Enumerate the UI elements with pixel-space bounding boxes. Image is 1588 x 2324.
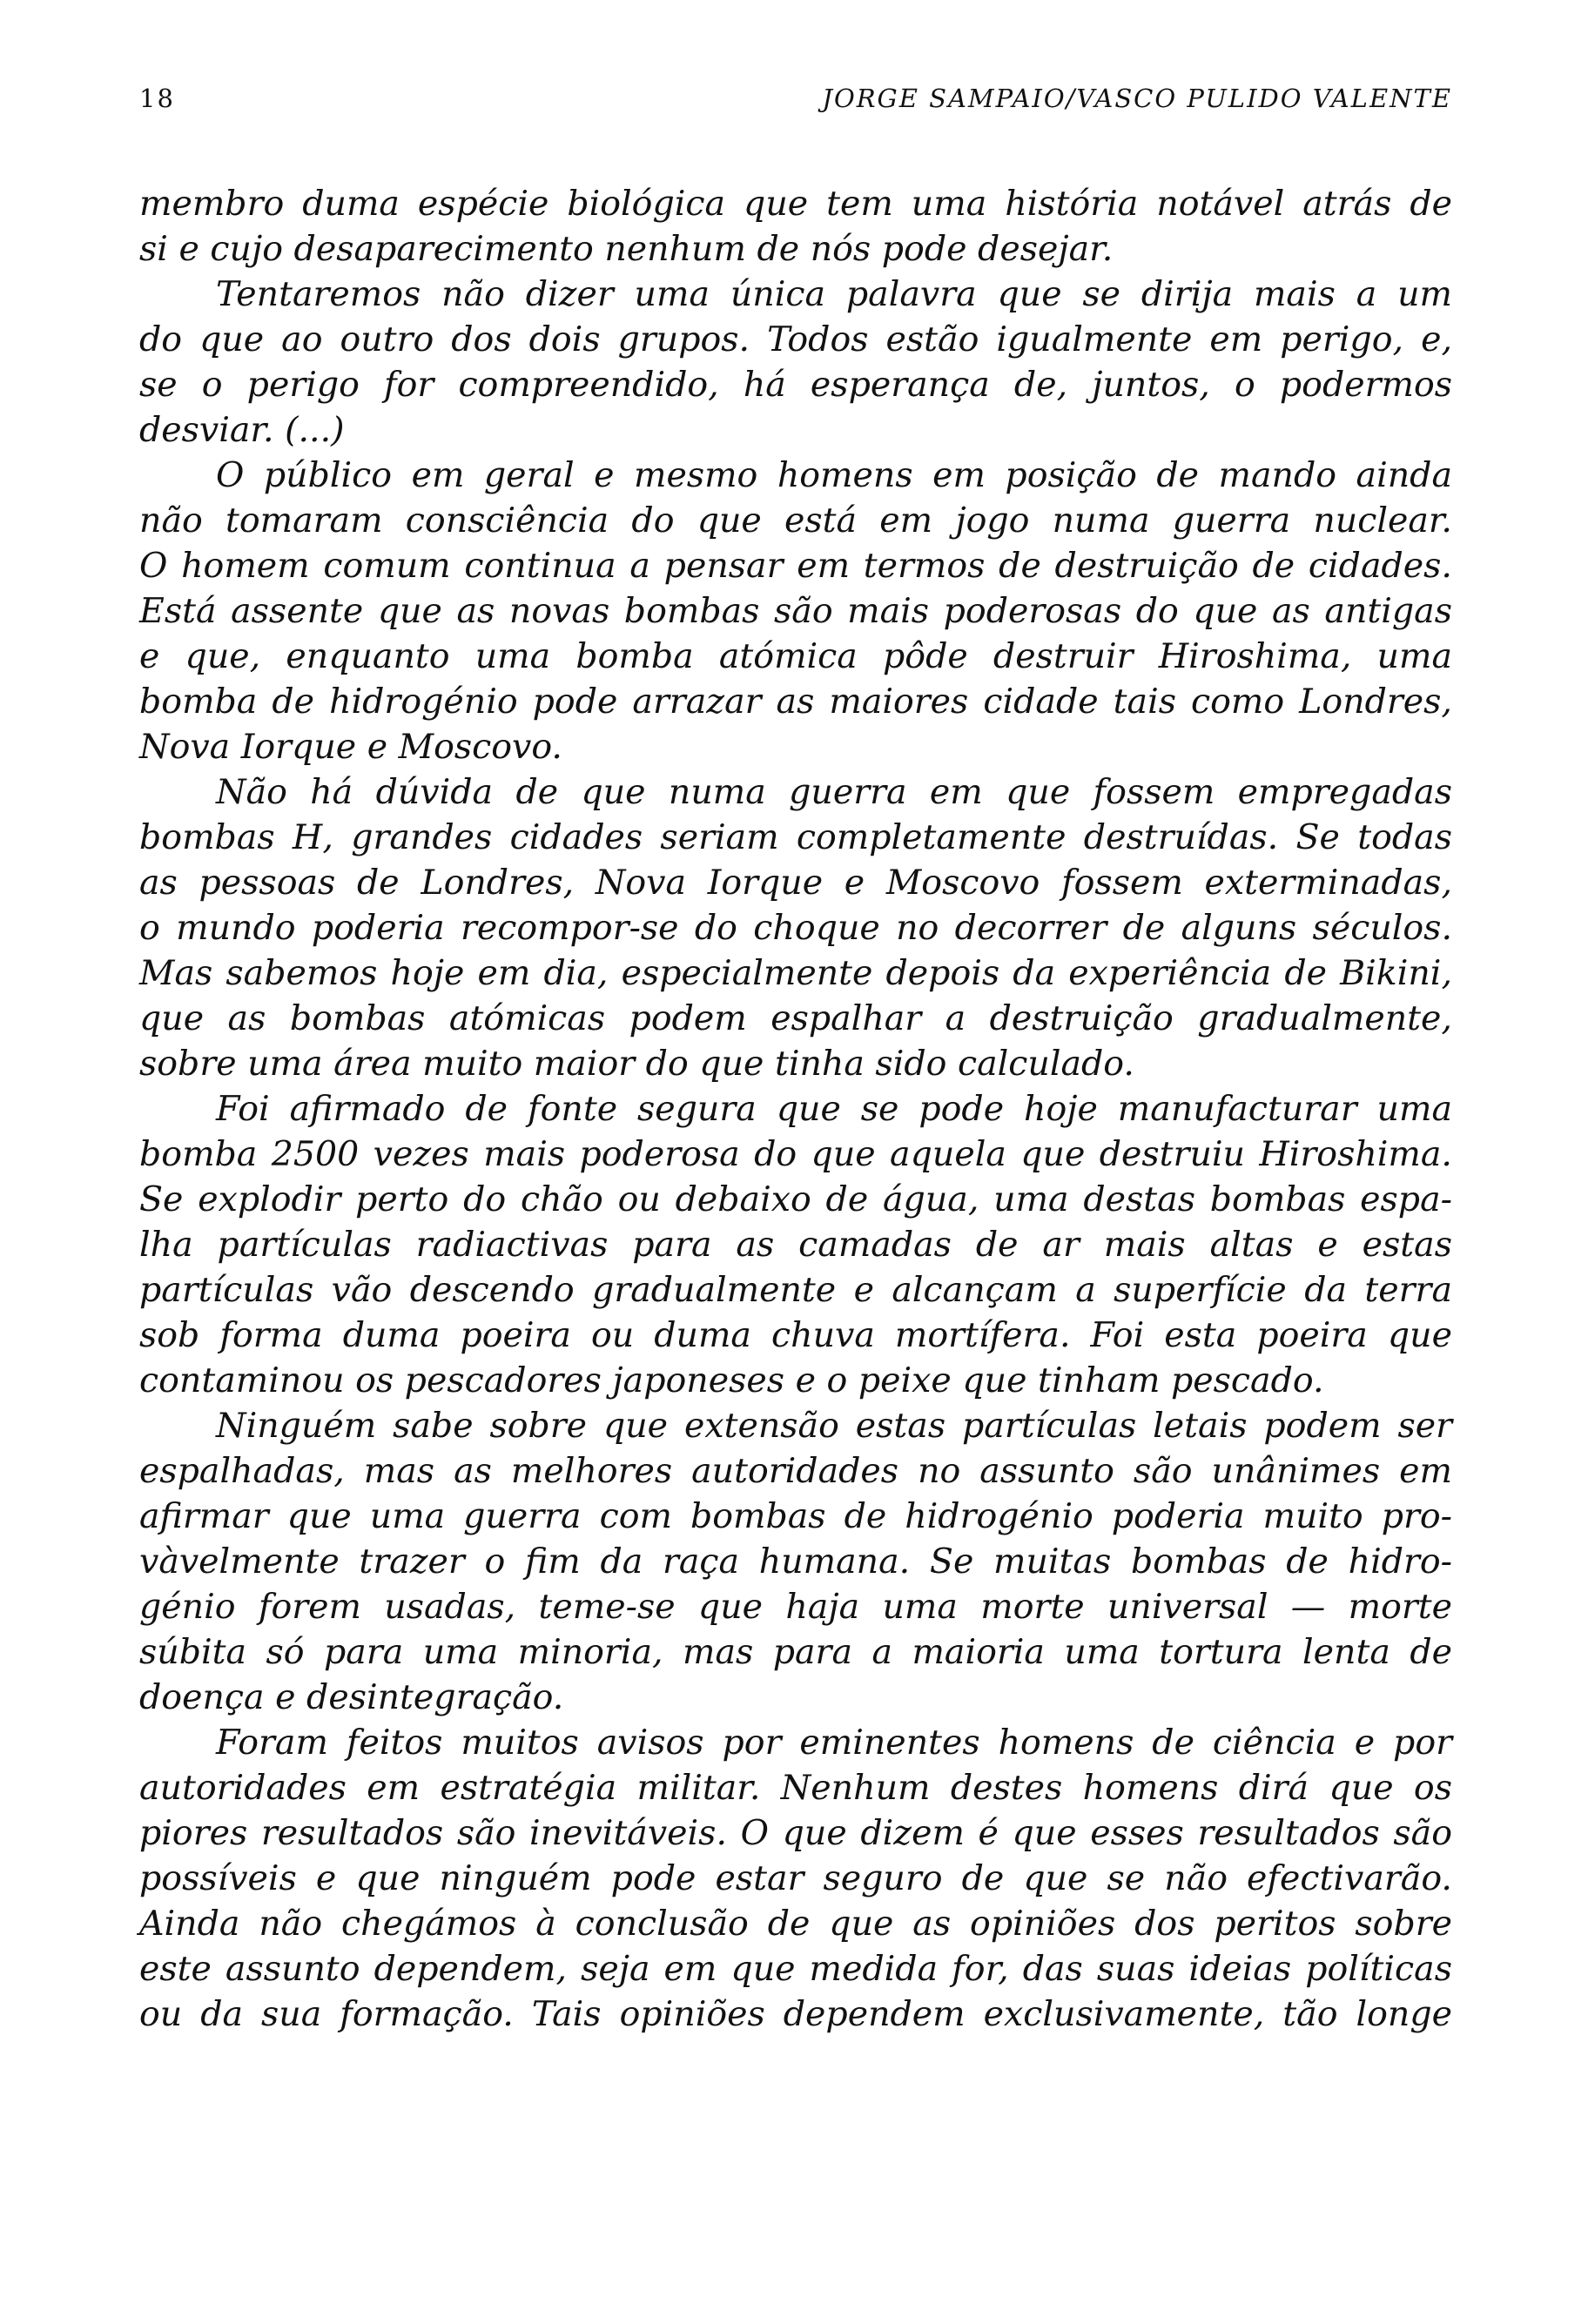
text-line: súbita só para uma minoria, mas para a maioria uma tortura lenta de <box>139 1632 1452 1672</box>
text-line: se o perigo for compreendido, há esperança de, juntos, o podermos <box>139 365 1452 405</box>
text-line: as pessoas de Londres, Nova Iorque e Moscovo fossem exterminadas, <box>139 863 1452 903</box>
text-line: génio forem usadas, teme-se que haja uma morte universal — morte <box>139 1587 1452 1627</box>
text-line: possíveis e que ninguém pode estar seguro de que se não efectivarão. <box>139 1858 1452 1898</box>
text-line: desviar. (...) <box>139 410 345 450</box>
text-line: ou da sua formação. Tais opiniões dependem exclusivamente, tão longe <box>139 1994 1452 2034</box>
text-line: doença e desintegração. <box>139 1677 564 1717</box>
paragraph <box>139 181 1452 272</box>
paragraph <box>139 1720 1452 2037</box>
text-line: Ninguém sabe sobre que extensão estas partículas letais podem ser <box>216 1406 1452 1446</box>
text-line: Tentaremos não dizer uma única palavra que se dirija mais a um <box>216 274 1452 314</box>
text-line: si e cujo desaparecimento nenhum de nós pode desejar. <box>139 229 1114 269</box>
text-line: bomba de hidrogénio pode arrazar as maiores cidade tais como Londres, <box>139 682 1452 722</box>
text-line: O homem comum continua a pensar em termos de destruição de cidades. <box>139 546 1452 586</box>
text-line: afirmar que uma guerra com bombas de hidrogénio poderia muito pro- <box>139 1496 1452 1536</box>
text-line: Não há dúvida de que numa guerra em que fossem empregadas <box>216 772 1452 812</box>
text-line: O público em geral e mesmo homens em posição de mando ainda <box>216 455 1452 495</box>
text-line: partículas vão descendo gradualmente e alcançam a superfície da terra <box>139 1270 1452 1310</box>
text-line: que as bombas atómicas podem espalhar a destruição gradualmente, <box>139 998 1452 1038</box>
text-line: Nova Iorque e Moscovo. <box>139 727 562 767</box>
text-line: contaminou os pescadores japoneses e o peixe que tinham pescado. <box>139 1360 1324 1400</box>
text-line: autoridades em estratégia militar. Nenhum destes homens dirá que os <box>139 1768 1452 1808</box>
text-line: sob forma duma poeira ou duma chuva mortífera. Foi esta poeira que <box>139 1315 1452 1355</box>
text-line: piores resultados são inevitáveis. O que dizem é que esses resultados são <box>139 1813 1452 1853</box>
text-line: lha partículas radiactivas para as camadas de ar mais altas e estas <box>139 1225 1452 1265</box>
text-line: o mundo poderia recompor-se do choque no decorrer de alguns séculos. <box>139 908 1452 948</box>
page-number: 18 <box>139 84 175 113</box>
text-line: bombas H, grandes cidades seriam completamente destruídas. Se todas <box>139 817 1452 857</box>
text-line: membro duma espécie biológica que tem uma história notável atrás de <box>139 184 1452 224</box>
text-line: Está assente que as novas bombas são mais poderosas do que as antigas <box>139 591 1452 631</box>
page-header <box>139 84 1452 118</box>
text-line: Se explodir perto do chão ou debaixo de água, uma destas bombas espa- <box>139 1179 1452 1219</box>
text-line: Ainda não chegámos à conclusão de que as opiniões dos peritos sobre <box>139 1904 1452 1944</box>
paragraph <box>139 453 1452 769</box>
text-line: vàvelmente trazer o fim da raça humana. Se muitas bombas de hidro- <box>139 1541 1452 1582</box>
paragraph <box>139 1086 1452 1403</box>
text-line: Foi afirmado de fonte segura que se pode hoje manufacturar uma <box>216 1089 1452 1129</box>
text-line: sobre uma área muito maior do que tinha sido calculado. <box>139 1044 1134 1084</box>
text-line: este assunto dependem, seja em que medida for, das suas ideias políticas <box>139 1949 1452 1989</box>
paragraph <box>139 272 1452 453</box>
text-line: do que ao outro dos dois grupos. Todos estão igualmente em perigo, e, <box>139 319 1452 359</box>
running-head: JORGE SAMPAIO/VASCO PULIDO VALENTE <box>822 84 1452 113</box>
book-page <box>139 84 1452 2037</box>
paragraph <box>139 1403 1452 1720</box>
body-text <box>139 181 1452 2037</box>
text-line: Mas sabemos hoje em dia, especialmente depois da experiência de Bikini, <box>139 953 1452 993</box>
text-line: bomba 2500 vezes mais poderosa do que aquela que destruiu Hiroshima. <box>139 1134 1452 1174</box>
text-line: não tomaram consciência do que está em jogo numa guerra nuclear. <box>139 500 1452 541</box>
paragraph <box>139 769 1452 1086</box>
text-line: e que, enquanto uma bomba atómica pôde destruir Hiroshima, uma <box>139 636 1452 676</box>
text-line: Foram feitos muitos avisos por eminentes homens de ciência e por <box>216 1723 1452 1763</box>
text-line: espalhadas, mas as melhores autoridades no assunto são unânimes em <box>139 1451 1452 1491</box>
